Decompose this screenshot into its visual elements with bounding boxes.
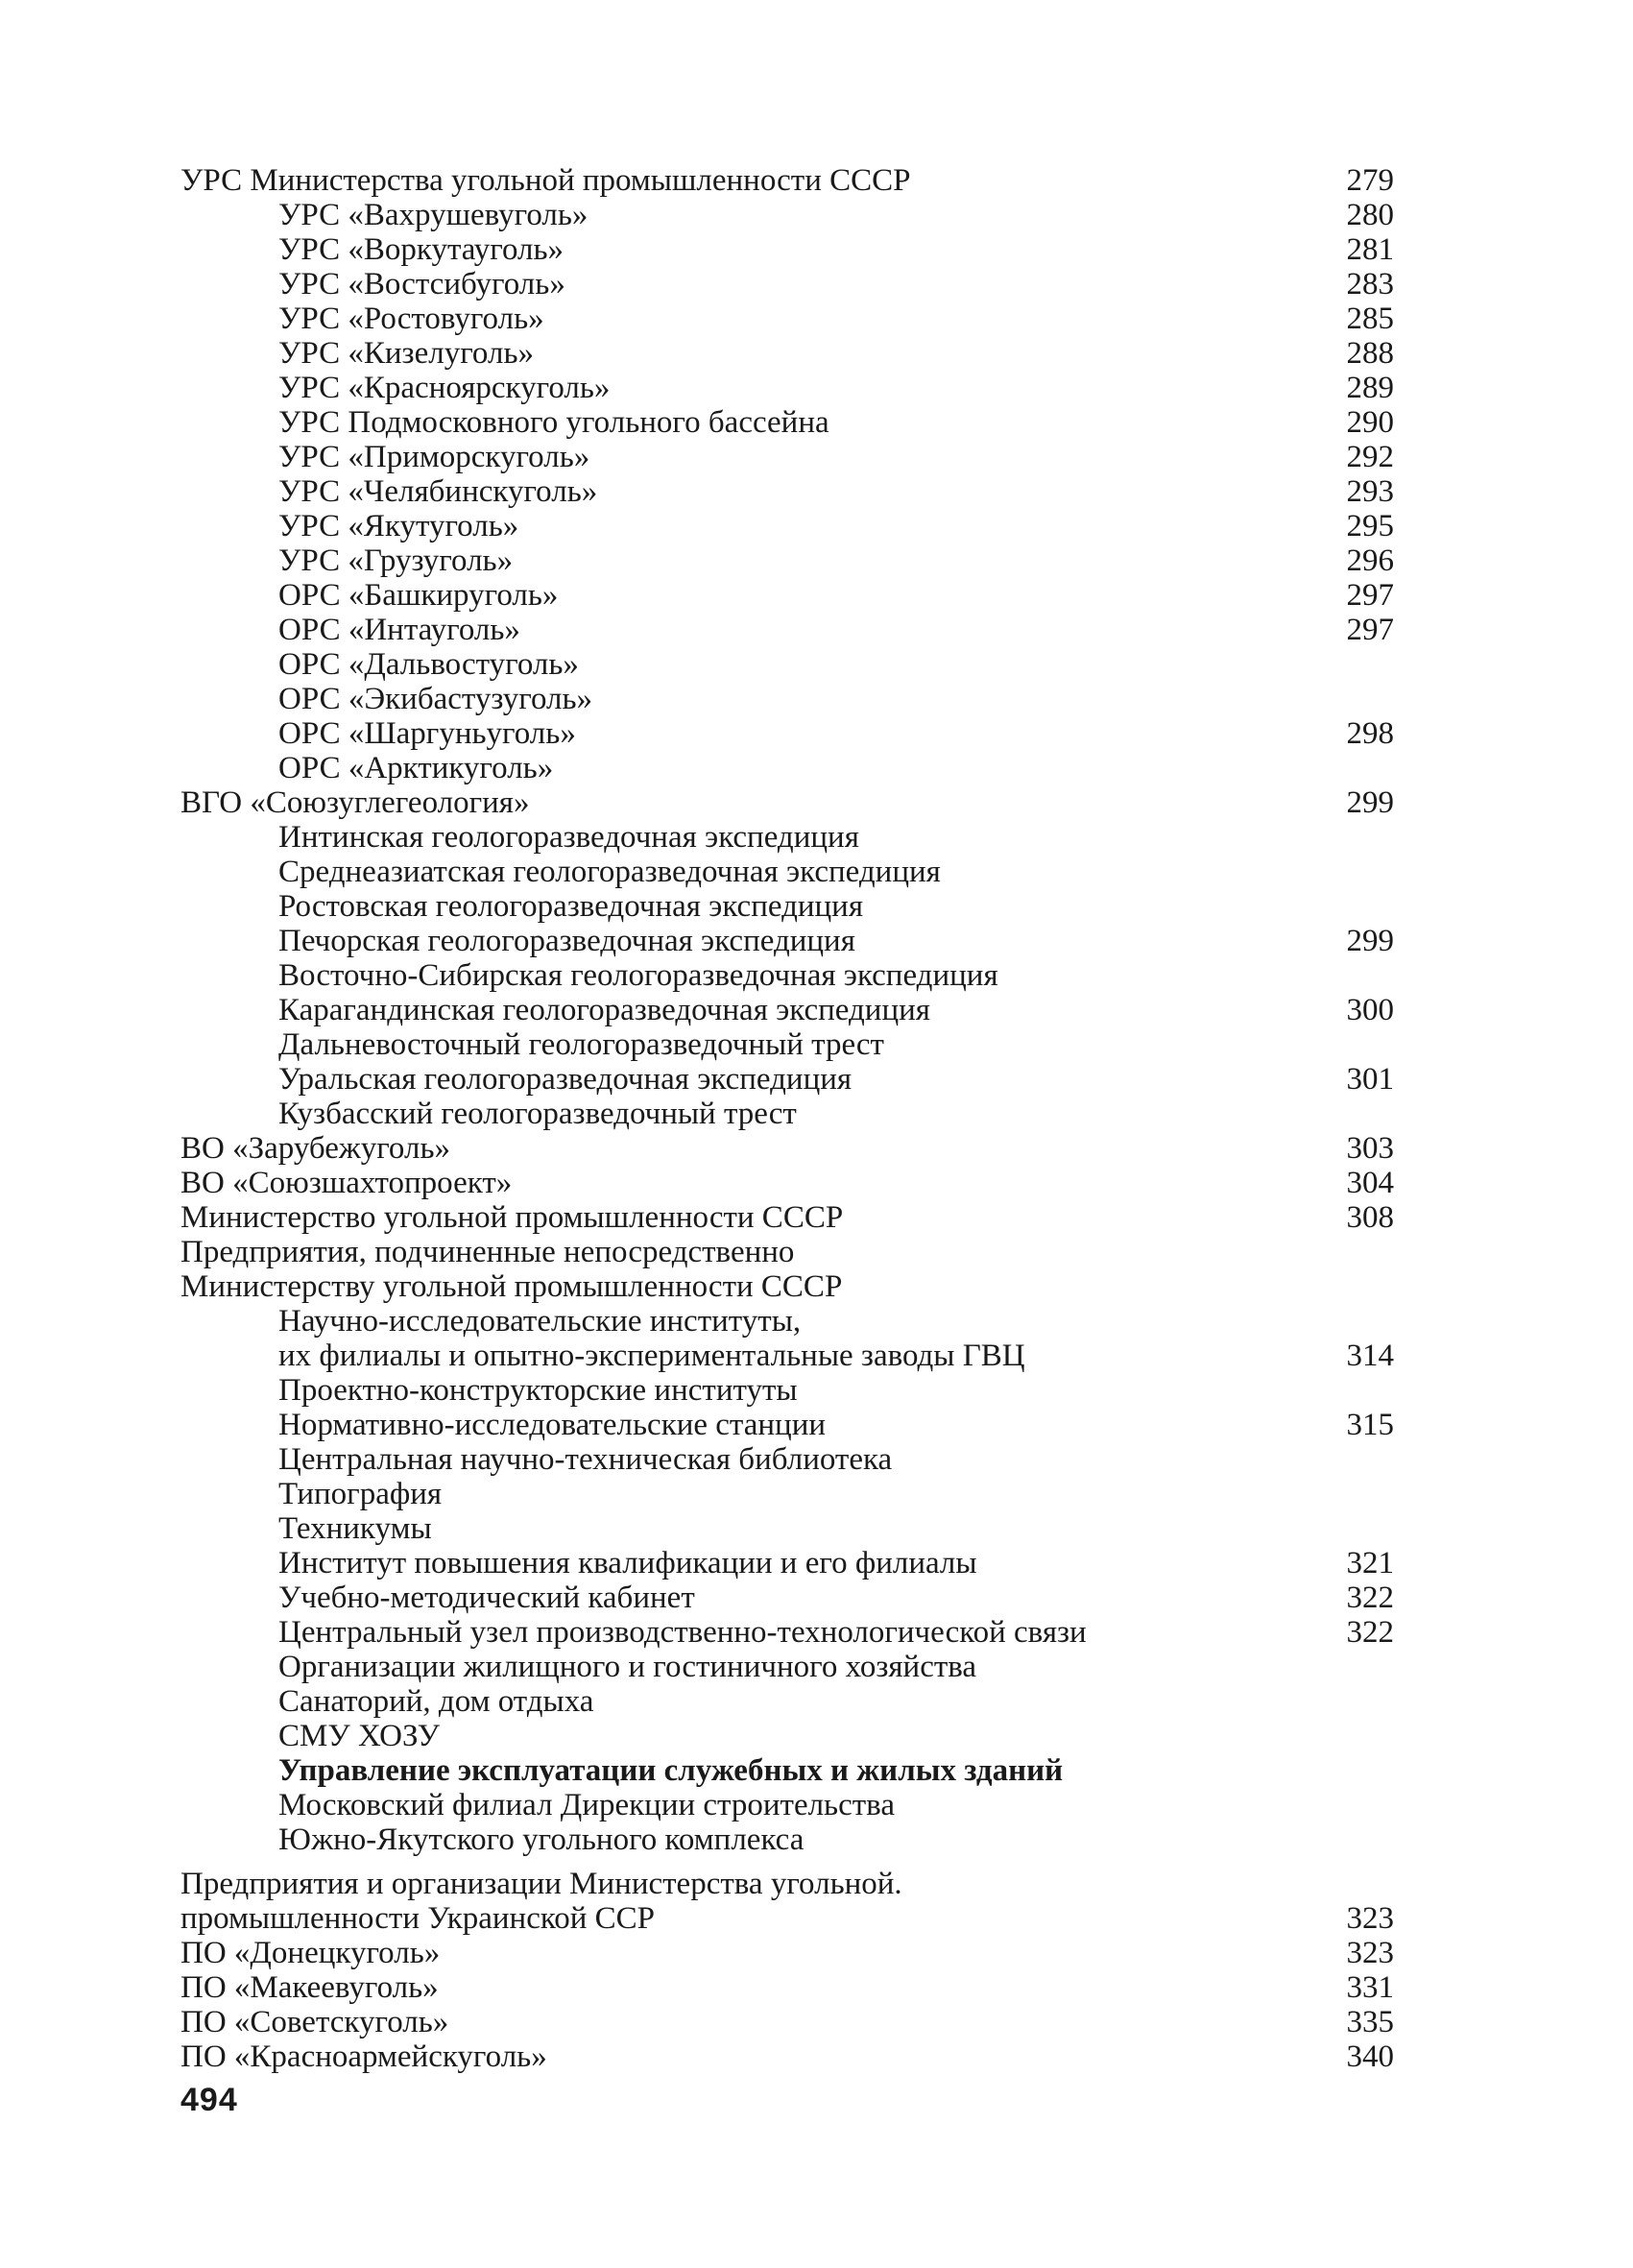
toc-entry [278,716,1633,751]
toc-entry-page: 303 [1346,1131,1394,1166]
toc-entry [278,924,1633,958]
toc-entry-page: 299 [1346,924,1394,958]
toc-entry-title: Дальневосточный геологоразведочный трест [278,1027,884,1062]
toc-entry-page: 281 [1346,232,1394,267]
toc-entry [278,543,1633,578]
toc-entry-page: 331 [1346,1970,1394,2005]
toc-entry [180,1131,1633,1166]
toc-entry-title: ПО «Макеевуголь» [180,1970,439,2005]
toc-entry [278,1580,1633,1615]
toc-entry [180,163,1633,198]
toc-entry [278,1062,1633,1097]
page-number: 494 [180,2082,238,2118]
toc-entry [278,1408,1633,1442]
toc-entry-page: 301 [1346,1062,1394,1097]
toc-entry-page: 299 [1346,785,1394,820]
toc-entry [278,889,1633,924]
toc-entry [278,474,1633,509]
toc-entry [278,1650,1633,1684]
toc-entry-title: УРС Подмосковного угольного бассейна [278,405,829,440]
toc-entry [278,751,1633,785]
toc-entry-title: ПО «Советскуголь» [180,2005,449,2039]
toc-entry-page: 285 [1346,302,1394,336]
toc-entry-title: Ростовская геологоразведочная экспедиция [278,889,864,924]
toc-entry-page: 321 [1346,1546,1394,1580]
toc-entry [278,302,1633,336]
toc-entry-title: Кузбасский геологоразведочный трест [278,1097,797,1131]
toc-entry-title: Интинская геологоразведочная экспедиция [278,820,859,855]
toc-entry-title: Центральный узел производственно-технологической связи [278,1615,1087,1650]
toc-entry-title: Уральская геологоразведочная экспедиция [278,1062,853,1097]
toc-entry-title: Печорская геологоразведочная экспедиция [278,924,855,958]
toc-entry-page: 322 [1346,1580,1394,1615]
toc-entry-page: 297 [1346,578,1394,613]
toc-entry-title: УРС «Якутуголь» [278,509,519,543]
toc-entry [278,1442,1633,1477]
toc-entry-title: Министерство угольной промышленности СССР [180,1200,844,1235]
toc-entry-title: УРС «Челябинскуголь» [278,474,598,509]
toc-entry [278,1304,1633,1339]
toc-entry-title: Типография [278,1477,443,1511]
toc-entry [278,993,1633,1027]
toc-entry-title: ПО «Донецкуголь» [180,1936,441,1970]
toc-entry-title: Предприятия, подчиненные непосредственно [180,1235,795,1269]
toc-entry-title: Восточно-Сибирская геологоразведочная экспедиция [278,958,998,993]
toc-entry [278,198,1633,232]
toc-entry-title: ПО «Красноармейскуголь» [180,2039,547,2074]
toc-entry-page: 288 [1346,336,1394,371]
toc-entry-title: Организации жилищного и гостиничного хозяйства [278,1650,977,1684]
toc-entry-title: Министерству угольной промышленности СССР [180,1269,843,1304]
toc-entry-page: 289 [1346,371,1394,405]
toc-entry [278,1546,1633,1580]
toc-entry-page: 335 [1346,2005,1394,2039]
toc-entry-title: Научно-исследовательские институты, [278,1304,802,1339]
toc-entry-title: ОРС «Интауголь» [278,613,520,647]
toc-entry [278,1373,1633,1408]
toc-entry-title: УРС «Грузуголь» [278,543,514,578]
toc-entry [278,1684,1633,1719]
toc-entry-page: 340 [1346,2039,1394,2074]
toc-entry [180,2039,1633,2074]
toc-entry [278,1097,1633,1131]
toc-entry-title: Санаторий, дом отдыха [278,1684,594,1719]
toc-entry-page: 297 [1346,613,1394,647]
toc-entry [278,820,1633,855]
toc-entry [278,647,1633,682]
toc-entry [180,1269,1633,1304]
toc-entry [278,440,1633,474]
toc-entry-page: 296 [1346,543,1394,578]
toc-entry-page: 314 [1346,1339,1394,1373]
toc-entry-page: 323 [1346,1901,1394,1936]
toc-entry-title: ВО «Зарубежуголь» [180,1131,450,1166]
toc-entry [180,1235,1633,1269]
toc-entry [180,1936,1633,1970]
toc-entry-page: 290 [1346,405,1394,440]
toc-entry [278,958,1633,993]
toc-entry-title: Предприятия и организации Министерства угольной. [180,1867,902,1901]
toc-entry-title: ВГО «Союзуглегеология» [180,785,530,820]
toc-entry-title: ОРС «Экибастузуголь» [278,682,593,716]
toc-entry-title: Южно-Якутского угольного комплекса [278,1822,804,1857]
toc-entry-page: 304 [1346,1166,1394,1200]
toc-entry-title: промышленности Украинской ССР [180,1901,655,1936]
toc-entry [180,1867,1633,1901]
toc-entry [180,2005,1633,2039]
toc-entry-page: 315 [1346,1408,1394,1442]
toc-entry-title: ВО «Союзшахтопроект» [180,1166,513,1200]
toc-entry [278,1753,1633,1788]
toc-entry-title: УРС «Вахрушевуголь» [278,198,588,232]
toc-entry-title: Управление эксплуатации служебных и жилых зданий [278,1753,1064,1788]
toc-entry-title: Карагандинская геологоразведочная экспедиция [278,993,930,1027]
toc-entry [278,1511,1633,1546]
toc-entry [278,371,1633,405]
toc-entry [180,1200,1633,1235]
toc-entry-title: Техникумы [278,1511,432,1546]
toc-entry [278,267,1633,302]
toc-entry-title: ОРС «Башкируголь» [278,578,559,613]
toc-entry-page: 298 [1346,716,1394,751]
toc-entry [278,1615,1633,1650]
toc-entry-title: УРС «Воркутауголь» [278,232,564,267]
toc-entry [180,1166,1633,1200]
toc-entry-title: УРС «Востсибуголь» [278,267,565,302]
toc-entry-title: УРС Министерства угольной промышленности СССР [180,163,911,198]
toc-entry-page: 295 [1346,509,1394,543]
toc-entry-title: Центральная научно-техническая библиотека [278,1442,893,1477]
toc-entry [278,509,1633,543]
toc-entry-page: 279 [1346,163,1394,198]
toc-entry [278,613,1633,647]
toc-entry [278,1477,1633,1511]
toc-entry-title: их филиалы и опытно-экспериментальные заводы ГВЦ [278,1339,1025,1373]
toc-entry-title: ОРС «Дальвостуголь» [278,647,579,682]
toc-entry [278,336,1633,371]
toc-entry [278,1027,1633,1062]
toc-entry-title: ОРС «Арктикуголь» [278,751,554,785]
toc-entry-page: 293 [1346,474,1394,509]
toc-entry [278,405,1633,440]
toc-entry-title: УРС «Ростовуголь» [278,302,544,336]
toc-entry-title: УРС «Красноярскуголь» [278,371,611,405]
toc-entry-title: УРС «Кизелуголь» [278,336,534,371]
toc-entry [278,855,1633,889]
toc-entry-title: УРС «Приморскуголь» [278,440,590,474]
toc-entry [278,682,1633,716]
toc-entry [278,232,1633,267]
toc-entry-title: Среднеазиатская геологоразведочная экспедиция [278,855,941,889]
toc-entry-title: Учебно-методический кабинет [278,1580,695,1615]
toc-entry [278,1339,1633,1373]
toc-entry-page: 283 [1346,267,1394,302]
toc-entry-title: СМУ ХОЗУ [278,1719,441,1753]
toc-entry-page: 308 [1346,1200,1394,1235]
toc-entry [278,1788,1633,1822]
toc-entry-title: Московский филиал Дирекции строительства [278,1788,895,1822]
toc-entry [180,1970,1633,2005]
toc-entry-title: Институт повышения квалификации и его филиалы [278,1546,977,1580]
toc-entry [180,785,1633,820]
toc-entry-title: Нормативно-исследовательские станции [278,1408,827,1442]
toc-entry [180,1901,1633,1936]
toc-entry [278,578,1633,613]
toc-entry-page: 292 [1346,440,1394,474]
toc-entry-page: 300 [1346,993,1394,1027]
toc-entry-page: 322 [1346,1615,1394,1650]
toc-entry [278,1719,1633,1753]
toc-entry [278,1822,1633,1857]
toc-entry-page: 323 [1346,1936,1394,1970]
toc-entry-title: ОРС «Шаргуньуголь» [278,716,576,751]
toc-entry-page: 280 [1346,198,1394,232]
toc-entry-title: Проектно-конструкторские институты [278,1373,798,1408]
